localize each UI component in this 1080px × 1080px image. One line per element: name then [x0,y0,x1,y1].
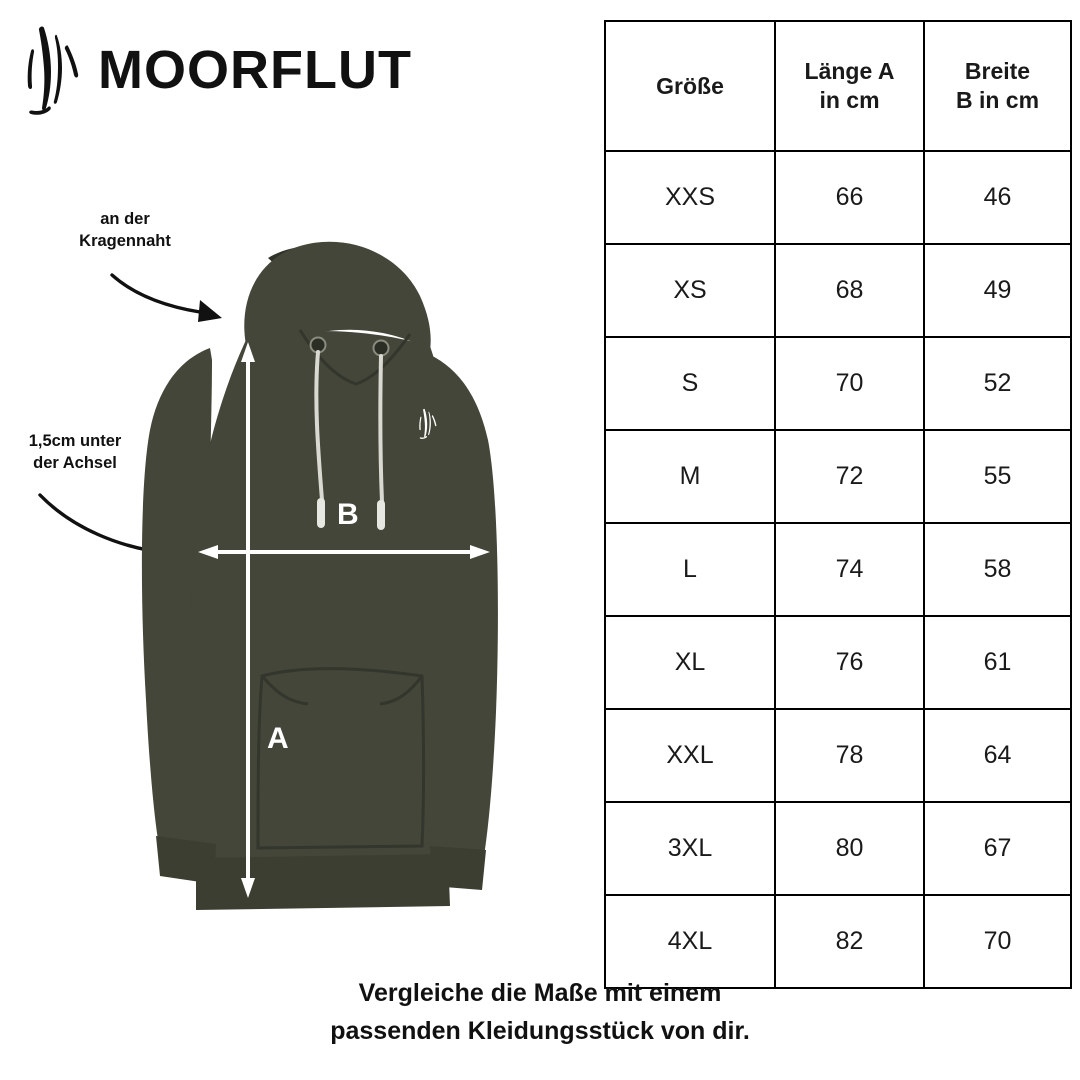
cell-length: 66 [775,151,924,244]
cell-width: 46 [924,151,1071,244]
cell-size: S [605,337,775,430]
cell-length: 68 [775,244,924,337]
footer-note [0,975,1080,1050]
cell-length: 74 [775,523,924,616]
hoodie-illustration [0,0,600,960]
cell-size: XXS [605,151,775,244]
column-header-width-line2: B in cm [955,87,1040,113]
table-row [605,151,1071,244]
column-header-size: Größe [605,21,775,151]
measure-label-a: A [267,722,289,755]
cell-size: XL [605,616,775,709]
annotation-armpit-line2: der Achsel [33,454,117,473]
size-table [604,20,1072,989]
cell-size: XS [605,244,775,337]
hoodie-graphic [142,242,498,910]
cell-size: 3XL [605,802,775,895]
table-row [605,523,1071,616]
footer-line-2: passenden Kleidungsstück von dir. [330,1016,750,1045]
column-header-width-line1: Breite [964,58,1031,85]
cell-width: 64 [924,709,1071,802]
eyelet-right [374,341,389,356]
table-row [605,616,1071,709]
cell-width: 58 [924,523,1071,616]
footer-line-1: Vergleiche die Maße mit einem [358,979,722,1007]
measure-label-b: B [337,498,359,531]
cell-length: 76 [775,616,924,709]
size-table-body [605,151,1071,988]
cell-size: M [605,430,775,523]
table-row [605,430,1071,523]
cell-size: XXL [605,709,775,802]
cell-width: 49 [924,244,1071,337]
cell-length: 70 [775,337,924,430]
collar-pointer-arrow [112,275,222,322]
cell-size: L [605,523,775,616]
table-header-row [605,21,1071,151]
cell-width: 70 [924,895,1071,988]
cell-width: 52 [924,337,1071,430]
table-row [605,802,1071,895]
cell-width: 61 [924,616,1071,709]
column-header-length-line2: in cm [819,87,880,113]
cell-length: 78 [775,709,924,802]
annotation-armpit-line1: 1,5cm unter [28,432,122,450]
brand-name: MOORFLUT [98,40,412,100]
annotation-collar-line2: Kragennaht [79,232,171,251]
cell-length: 80 [775,802,924,895]
annotation-collar-line1: an der [100,210,150,228]
table-row [605,709,1071,802]
cell-size: 4XL [605,895,775,988]
size-table-head [605,21,1071,151]
cell-width: 67 [924,802,1071,895]
cell-length: 72 [775,430,924,523]
cell-width: 55 [924,430,1071,523]
table-row [605,337,1071,430]
column-header-width [924,21,1071,151]
table-row [605,244,1071,337]
cell-length: 82 [775,895,924,988]
column-header-length [775,21,924,151]
column-header-length-line1: Länge A [804,58,895,85]
